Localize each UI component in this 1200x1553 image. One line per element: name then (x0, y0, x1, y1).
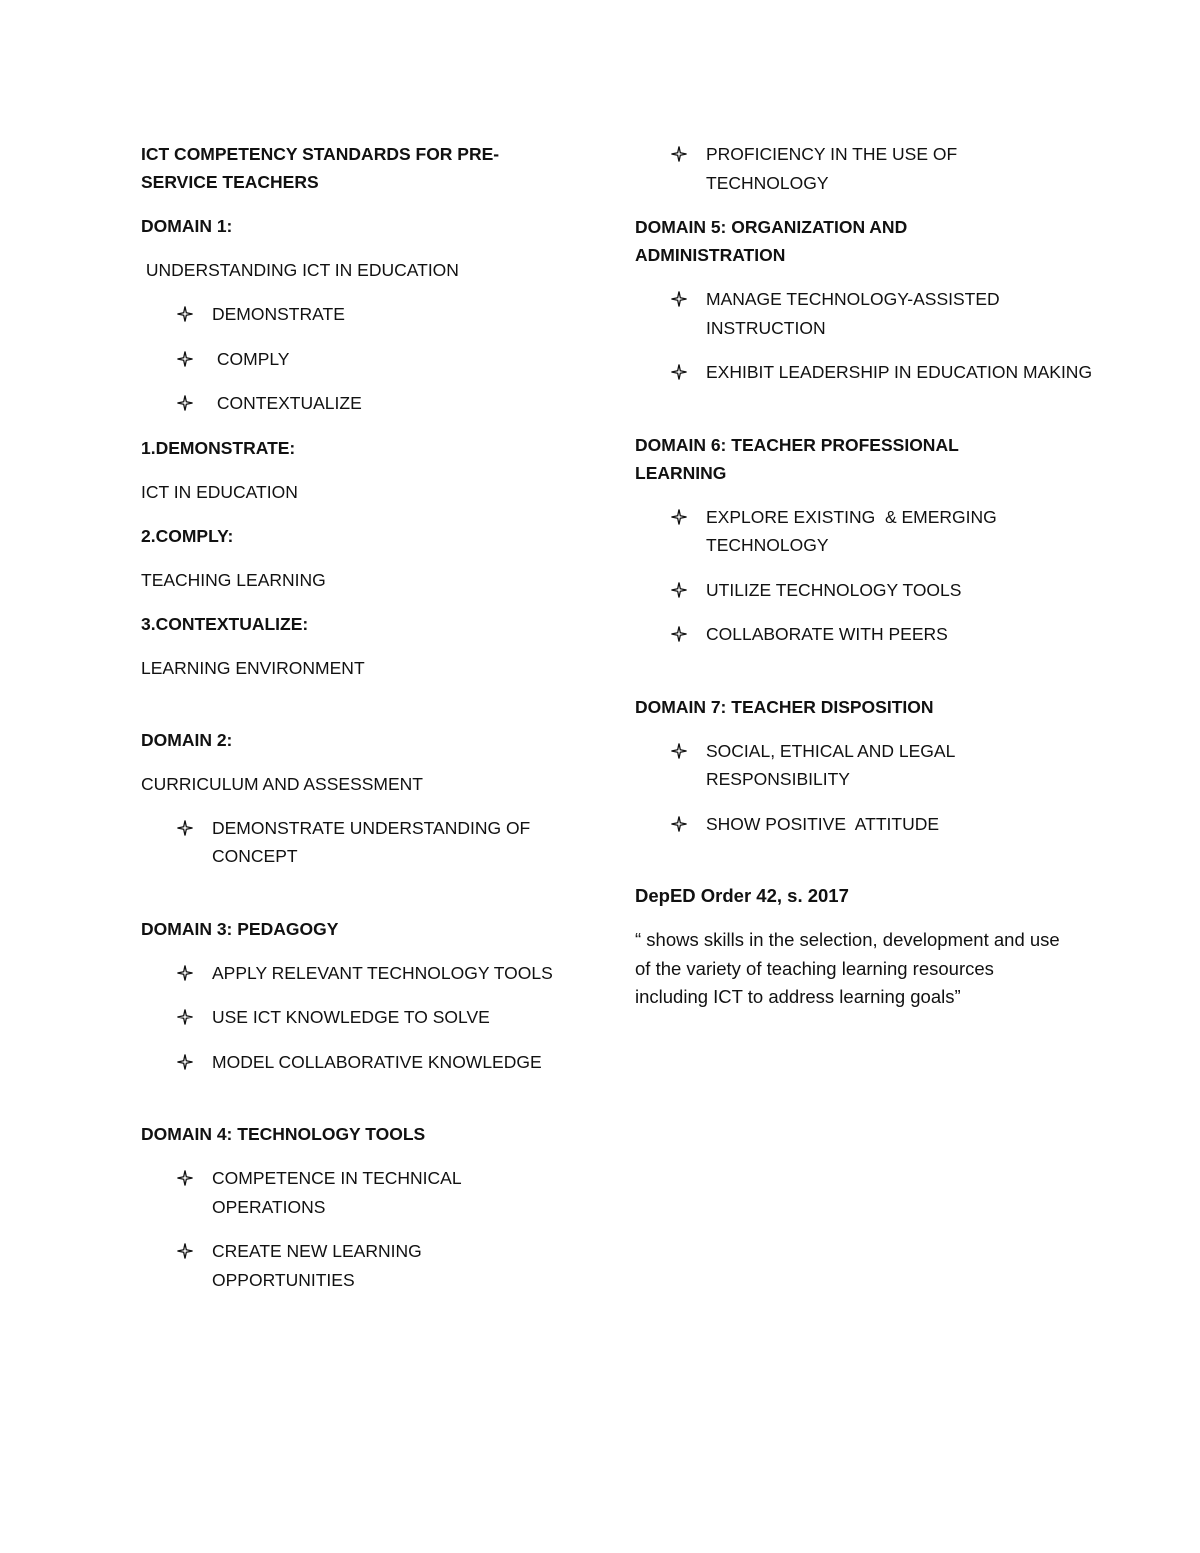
bullet-item (141, 1003, 571, 1032)
four-point-star-bullet-icon (176, 300, 194, 328)
domain-2-bullet-list (141, 814, 571, 871)
bullet-item (635, 810, 1075, 839)
detail-heading: 2.COMPLY: (141, 525, 234, 546)
bullet-text: SOCIAL, ETHICAL AND LEGAL RESPONSIBILITY (706, 740, 955, 789)
bullet-text: EXPLORE EXISTING & EMERGING TECHNOLOGY (706, 506, 1002, 555)
bullet-text: DEMONSTRATE UNDERSTANDING OF CONCEPT (212, 817, 531, 866)
domain-7-bullet-list (635, 737, 1075, 839)
bullet-text: PROFICIENCY IN THE USE OF TECHNOLOGY (706, 144, 958, 193)
four-point-star-bullet-icon (176, 1164, 194, 1192)
domain-1-subheading: UNDERSTANDING ICT IN EDUCATION (141, 260, 459, 280)
bullet-text: EXHIBIT LEADERSHIP IN EDUCATION MAKING (706, 362, 1093, 382)
four-point-star-bullet-icon (670, 620, 688, 648)
bullet-item (635, 620, 1075, 649)
domain-1-bullet-list (141, 300, 571, 418)
domain-6-heading: DOMAIN 6: TEACHER PROFESSIONAL LEARNING (635, 434, 959, 483)
right-column (635, 140, 1093, 1012)
bullet-text: CONTEXTUALIZE (212, 393, 362, 413)
bullet-text: COMPETENCE IN TECHNICAL OPERATIONS (212, 1168, 461, 1217)
four-point-star-bullet-icon (670, 810, 688, 838)
domain-2-heading: DOMAIN 2: (141, 729, 233, 750)
detail-text: LEARNING ENVIRONMENT (141, 657, 365, 678)
domain-2 (141, 726, 571, 871)
bullet-item (635, 503, 1086, 560)
domain-5-bullet-list (635, 285, 1093, 387)
bullet-text: APPLY RELEVANT TECHNOLOGY TOOLS (212, 962, 553, 983)
domain-6 (635, 431, 1075, 649)
bullet-text: DEMONSTRATE (212, 304, 345, 324)
deped-order-title: DepED Order 42, s. 2017 (635, 885, 849, 906)
four-point-star-bullet-icon (670, 737, 688, 765)
bullet-text: COLLABORATE WITH PEERS (706, 624, 948, 644)
bullet-item (635, 737, 1046, 794)
domain-4 (141, 1120, 571, 1294)
four-point-star-bullet-icon (670, 140, 688, 168)
bullet-item (635, 140, 1006, 197)
domain-7-heading: DOMAIN 7: TEACHER DISPOSITION (635, 696, 934, 717)
four-point-star-bullet-icon (670, 285, 688, 313)
bullet-item (635, 576, 1075, 605)
domain-3-bullet-list (141, 959, 571, 1077)
detail-text: ICT IN EDUCATION (141, 481, 298, 502)
bullet-item (141, 1237, 482, 1294)
bullet-text: CREATE NEW LEARNING OPPORTUNITIES (212, 1241, 422, 1290)
detail-text: TEACHING LEARNING (141, 569, 326, 590)
four-point-star-bullet-icon (670, 576, 688, 604)
bullet-item (635, 285, 1086, 342)
detail-heading: 1.DEMONSTRATE: (141, 437, 296, 458)
bullet-text: SHOW POSITIVE ATTITUDE (706, 813, 940, 834)
domain-5 (635, 213, 1093, 387)
domain-4-bullet-list (141, 1164, 571, 1294)
domain-3 (141, 915, 571, 1077)
deped-order-quote: “ shows skills in the selection, development and use of the variety of teaching learning resources including ICT to address learning goals” (635, 929, 1060, 1007)
bullet-item (141, 389, 571, 418)
bullet-item (141, 959, 571, 988)
domain-4-heading: DOMAIN 4: TECHNOLOGY TOOLS (141, 1124, 426, 1144)
four-point-star-bullet-icon (176, 814, 194, 842)
bullet-text: USE ICT KNOWLEDGE TO SOLVE (212, 1007, 490, 1027)
bullet-item (141, 345, 571, 374)
four-point-star-bullet-icon (670, 503, 688, 531)
four-point-star-bullet-icon (176, 1003, 194, 1031)
four-point-star-bullet-icon (176, 1237, 194, 1265)
bullet-item (141, 814, 552, 871)
domain-1 (141, 212, 571, 418)
domain-1-details (141, 434, 571, 682)
four-point-star-bullet-icon (176, 345, 194, 373)
bullet-item (635, 358, 1106, 387)
deped-order (635, 882, 1075, 1012)
four-point-star-bullet-icon (176, 959, 194, 987)
domain-6-bullet-list (635, 503, 1075, 649)
domain-5-heading: DOMAIN 5: ORGANIZATION AND ADMINISTRATION (635, 217, 908, 265)
four-point-star-bullet-icon (670, 358, 688, 386)
left-column (141, 140, 571, 1294)
bullet-text: UTILIZE TECHNOLOGY TOOLS (706, 579, 962, 600)
document-title: ICT COMPETENCY STANDARDS FOR PRE-SERVICE TEACHERS (141, 144, 500, 192)
domain-2-subheading: CURRICULUM AND ASSESSMENT (141, 773, 423, 794)
bullet-item (141, 1164, 482, 1221)
domain-4-continued (635, 140, 1075, 197)
domain-3-heading: DOMAIN 3: PEDAGOGY (141, 918, 339, 939)
domain-7 (635, 693, 1075, 839)
domain-4-continued-bullet-list (635, 140, 1075, 197)
detail-heading: 3.CONTEXTUALIZE: (141, 613, 309, 634)
four-point-star-bullet-icon (176, 389, 194, 417)
bullet-text: MODEL COLLABORATIVE KNOWLEDGE (212, 1051, 542, 1072)
bullet-text: COMPLY (212, 348, 290, 369)
bullet-item (141, 300, 571, 329)
bullet-item (141, 1048, 571, 1077)
bullet-text: MANAGE TECHNOLOGY-ASSISTED INSTRUCTION (706, 289, 1000, 338)
domain-1-heading: DOMAIN 1: (141, 216, 233, 236)
four-point-star-bullet-icon (176, 1048, 194, 1076)
